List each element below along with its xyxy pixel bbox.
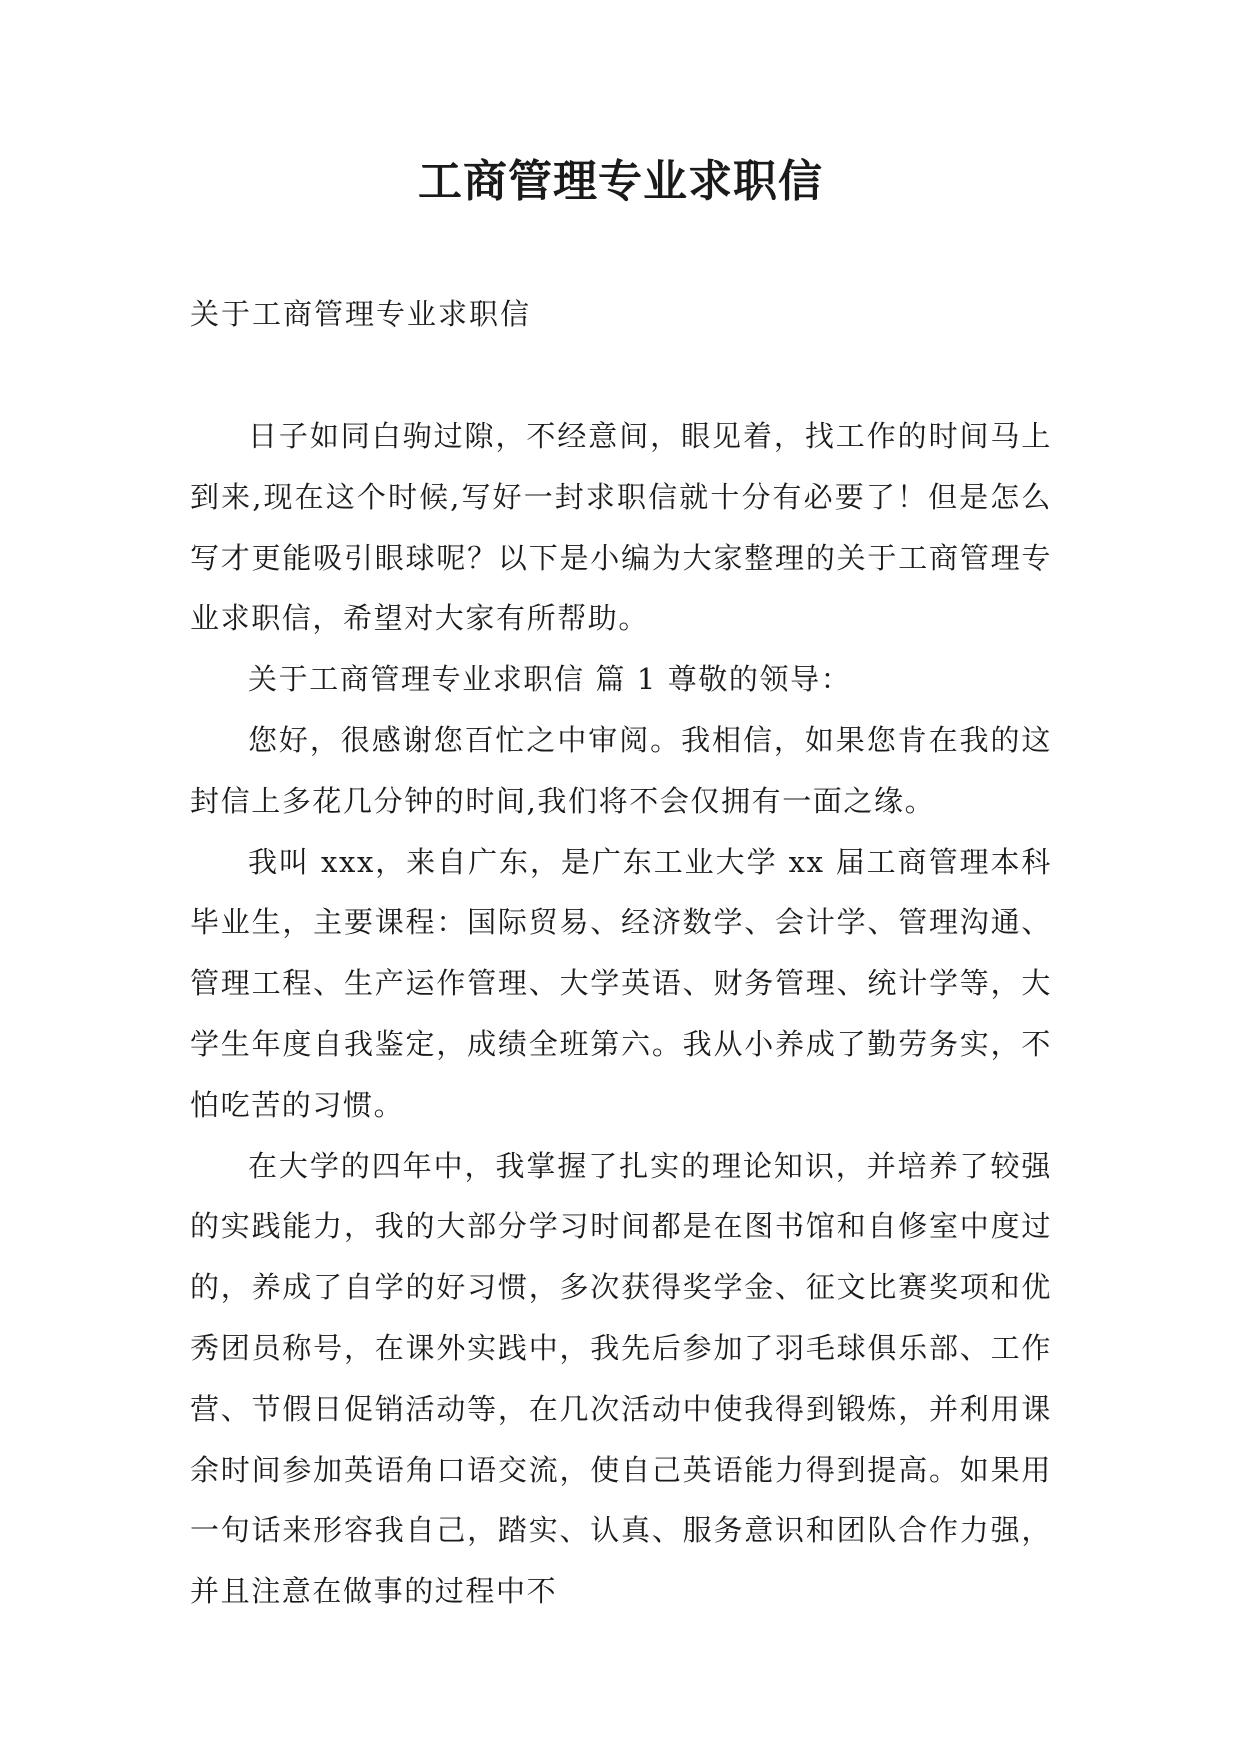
document-body [190, 406, 1052, 1622]
paragraph-salutation: 关于工商管理专业求职信 篇 1 尊敬的领导： [248, 662, 852, 697]
document-title: 工商管理专业求职信 [418, 156, 823, 207]
paragraph-background: 我叫 xxx，来自广东，是广东工业大学 xx 届工商管理本科毕业生，主要课程：国际贸易、经济数学、会计学、管理沟通、管理工程、生产运作管理、大学英语、财务管理、统计学等，大学生年度自我鉴定，成绩全班第六。我从小养成了勤劳务实，不怕吃苦的习惯。 [190, 844, 1052, 1122]
paragraph-intro: 日子如同白驹过隙，不经意间，眼见着，找工作的时间马上到来,现在这个时候,写好一封求职信就十分有必要了！但是怎么写才更能吸引眼球呢？以下是小编为大家整理的关于工商管理专业求职信，希望对大家有所帮助。 [190, 419, 1052, 636]
paragraph-university: 在大学的四年中，我掌握了扎实的理论知识，并培养了较强的实践能力，我的大部分学习时间都是在图书馆和自修室中度过的，养成了自学的好习惯，多次获得奖学金、征文比赛奖项和优秀团员称号，在课外实践中，我先后参加了羽毛球俱乐部、工作营、节假日促销活动等，在几次活动中使我得到锻炼，并利用课余时间参加英语角口语交流，使自己英语能力得到提高。如果用一句话来形容我自己，踏实、认真、服务意识和团队合作力强，并且注意在做事的过程中不 [190, 1148, 1052, 1609]
document-subtitle: 关于工商管理专业求职信 [190, 297, 532, 331]
paragraph-greeting: 您好，很感谢您百忙之中审阅。我相信，如果您肯在我的这封信上多花几分钟的时间,我们将不会仅拥有一面之缘。 [190, 722, 1052, 818]
